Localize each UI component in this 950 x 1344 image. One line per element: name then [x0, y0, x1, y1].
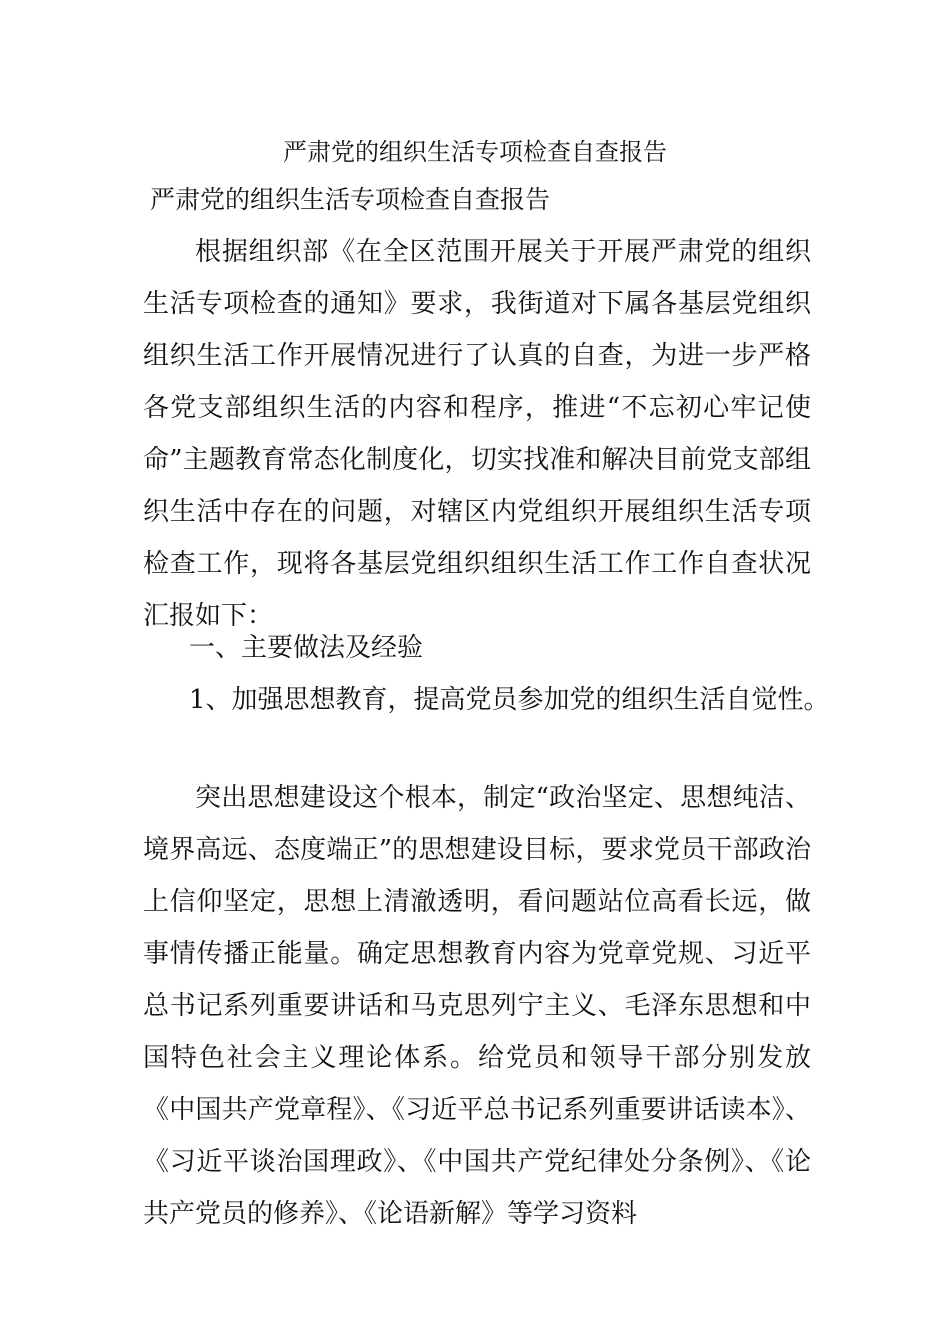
paragraph-intro: 根据组织部《在全区范围开展关于开展严肃党的组织生活专项检查的通知》要求，我街道对下属各基层党组织组织生活工作开展情况进行了认真的自查，为进一步严格各党支部组织生活的内容和程序，推进“不忘初心牢记使命”主题教育常态化制度化，切实找准和解决目前党支部组织生活中存在的问题，对辖区内党组织开展组织生活专项检查工作，现将各基层党组织组织生活工作工作自查状况汇报如下：	[143, 237, 811, 631]
document-title: 严肃党的组织生活专项检查自查报告	[283, 138, 667, 166]
subsection-heading: 1、加强思想教育，提高党员参加党的组织生活自觉性。	[189, 685, 830, 715]
paragraph-body: 突出思想建设这个根本，制定“政治坚定、思想纯洁、境界高远、态度端正”的思想建设目标，要求党员干部政治上信仰坚定，思想上清澈透明，看问题站位高看长远，做事情传播正能量。确定思想教育内容为党章党规、习近平总书记系列重要讲话和马克思列宁主义、毛泽东思想和中国特色社会主义理论体系。给党员和领导干部分别发放《中国共产党章程》、《习近平总书记系列重要讲话读本》、《习近平谈治国理政》、《中国共产党纪律处分条例》、《论共产党员的修养》、《论语新解》等学习资料	[143, 783, 811, 1229]
section-heading: 一、主要做法及经验	[189, 633, 424, 663]
document-subtitle: 严肃党的组织生活专项检查自查报告	[150, 185, 551, 214]
